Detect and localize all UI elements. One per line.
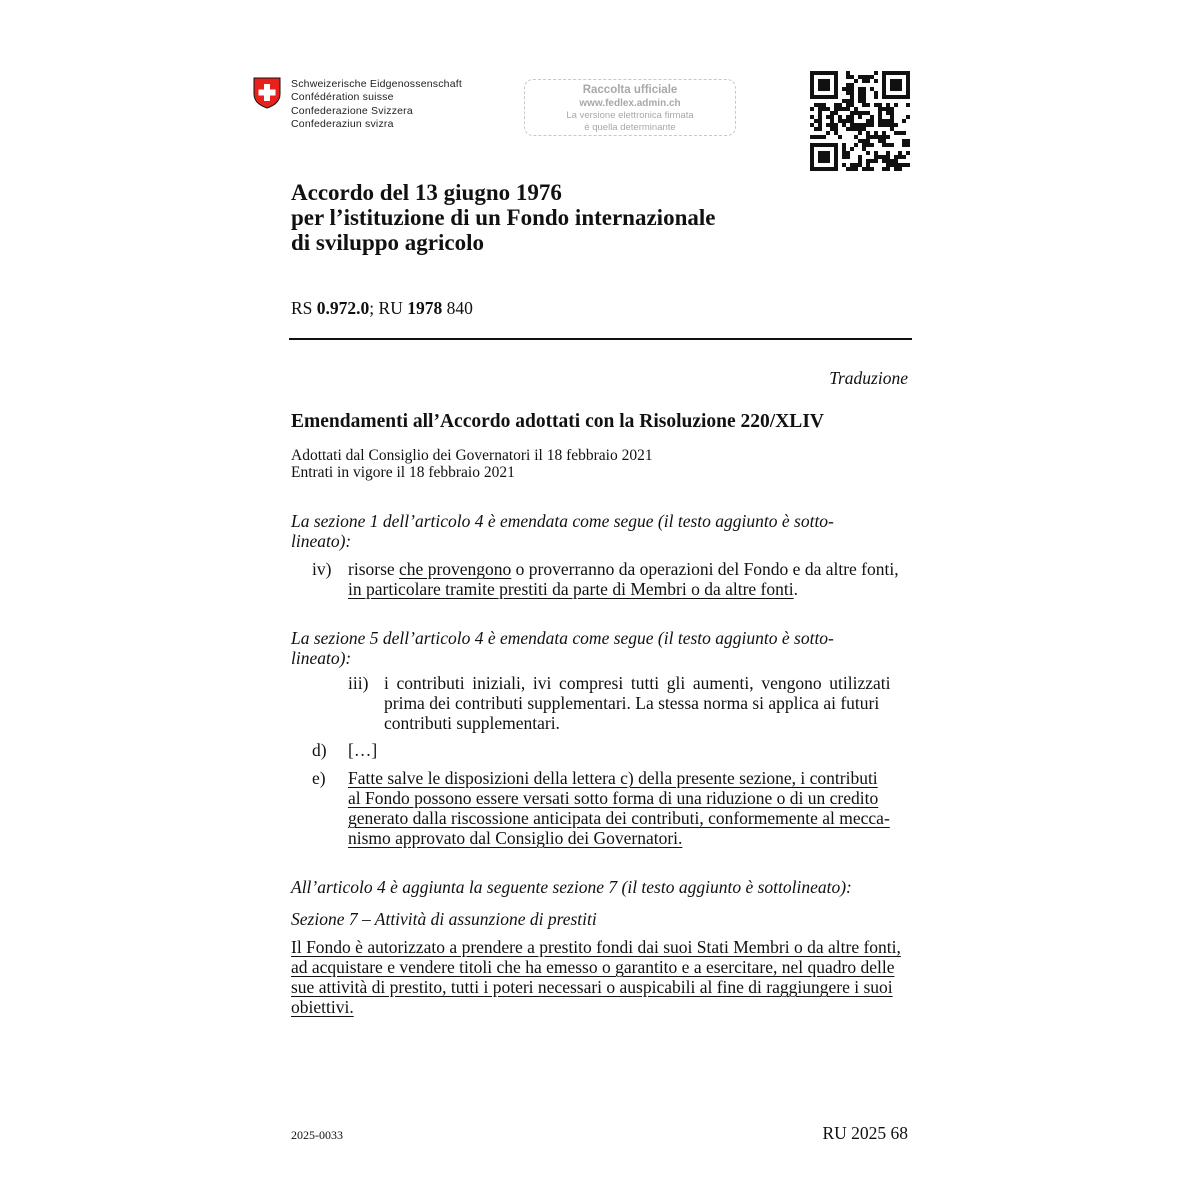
footer-ru-reference: RU 2025 68 bbox=[822, 1123, 908, 1143]
item-iv-part-a: risorse bbox=[348, 559, 400, 579]
rs-number: 0.972.0 bbox=[316, 298, 370, 318]
amendments-heading: Emendamenti all’Accordo adottati con la Risoluzione 220/XLIV bbox=[291, 411, 824, 432]
item-d-text: […] bbox=[348, 740, 378, 760]
section1-intro-line-1: La sezione 1 dell’articolo 4 è emendata come segue (il testo aggiunto è sotto- bbox=[291, 511, 834, 531]
item-iv-text bbox=[348, 559, 909, 599]
section7-line-3: sue attività di prestito, tutti i poteri necessari o auspicabili al fine di raggiungere i suoi bbox=[291, 977, 893, 997]
item-iv-line-1 bbox=[348, 559, 909, 579]
item-e-label: e) bbox=[312, 768, 326, 788]
ru-page: 840 bbox=[442, 298, 473, 318]
section1-intro bbox=[291, 511, 834, 551]
item-iii-label: iii) bbox=[348, 673, 369, 693]
item-iv-part-e: . bbox=[793, 579, 798, 599]
item-iii-line-3: contributi supplementari. bbox=[384, 713, 560, 733]
confederation-line-fr: Confédération suisse bbox=[291, 91, 394, 104]
item-iv-label: iv) bbox=[312, 559, 332, 579]
item-iv-line-2 bbox=[348, 579, 909, 599]
title-line-3: di sviluppo agricolo bbox=[291, 230, 484, 255]
translation-note: Traduzione bbox=[829, 368, 908, 388]
swiss-shield-icon bbox=[253, 77, 281, 109]
section7-body bbox=[291, 937, 901, 1017]
item-e-line-3: generato dalla riscossione anticipata dei contributi, conformemente al mecca- bbox=[348, 808, 890, 828]
item-e-text bbox=[348, 768, 890, 848]
item-e-line-2: al Fondo possono essere versati sotto forma di una riduzione o di un credito bbox=[348, 788, 879, 808]
title-line-1: Accordo del 13 giugno 1976 bbox=[291, 180, 562, 205]
section5-intro-line-2: lineato): bbox=[291, 648, 352, 668]
section7-intro: All’articolo 4 è aggiunta la seguente sezione 7 (il testo aggiunto è sottolineato): bbox=[291, 877, 852, 897]
section7-line-1: Il Fondo è autorizzato a prendere a prestito fondi dai suoi Stati Membri o da altre fonti, bbox=[291, 937, 901, 957]
item-e-line-4: nismo approvato dal Consiglio dei Governatori. bbox=[348, 828, 683, 848]
stamp-note-1: La versione elettronica firmata bbox=[566, 110, 694, 121]
section5-intro-line-1: La sezione 5 dell’articolo 4 è emendata come segue (il testo aggiunto è sotto- bbox=[291, 628, 834, 648]
title-divider bbox=[289, 338, 912, 340]
in-force-date: Entrati in vigore il 18 febbraio 2021 bbox=[291, 464, 515, 481]
confederation-line-it: Confederazione Svizzera bbox=[291, 104, 413, 117]
item-iv-underlined-1: che provengono bbox=[399, 559, 512, 579]
item-d-label: d) bbox=[312, 740, 327, 760]
item-iii-line-1: i contributi iniziali, ivi compresi tutti gli aumenti, vengono utilizzati bbox=[384, 673, 891, 693]
item-iv-part-c: o proverranno da operazioni del Fondo e da altre fonti, bbox=[511, 559, 899, 579]
footer-code: 2025-0033 bbox=[291, 1128, 343, 1142]
item-iv-underlined-2: in particolare tramite prestiti da parte di Membri o da altre fonti bbox=[348, 579, 794, 599]
confederation-line-rm: Confederaziun svizra bbox=[291, 117, 394, 130]
ru-prefix: ; RU bbox=[369, 298, 408, 318]
section7-subheading: Sezione 7 – Attività di assunzione di prestiti bbox=[291, 909, 597, 929]
confederation-names bbox=[291, 78, 462, 131]
item-iii-line-2: prima dei contributi supplementari. La stessa norma si applica ai futuri bbox=[384, 693, 880, 713]
adopted-date: Adottati dal Consiglio dei Governatori il 18 febbraio 2021 bbox=[291, 447, 653, 464]
section5-intro bbox=[291, 628, 834, 668]
ru-year: 1978 bbox=[407, 298, 443, 318]
adoption-info bbox=[291, 447, 653, 481]
stamp-url: www.fedlex.admin.ch bbox=[579, 98, 681, 109]
section1-intro-line-2: lineato): bbox=[291, 531, 352, 551]
rs-prefix: RS bbox=[291, 298, 317, 318]
confederation-line-de: Schweizerische Eidgenossenschaft bbox=[291, 78, 462, 90]
official-collection-stamp bbox=[524, 79, 736, 136]
rs-reference bbox=[291, 298, 473, 319]
document-title bbox=[291, 180, 715, 255]
qr-code-icon bbox=[810, 71, 910, 171]
stamp-note-2: è quella determinante bbox=[584, 122, 676, 133]
section7-line-2: ad acquistare e vendere titoli che ha emesso o garantito e a esercitare, nel quadro delle bbox=[291, 957, 895, 977]
section7-line-4: obiettivi. bbox=[291, 997, 354, 1017]
item-iii-text bbox=[384, 673, 909, 733]
stamp-title: Raccolta ufficiale bbox=[582, 84, 678, 96]
title-line-2: per l’istituzione di un Fondo internazionale bbox=[291, 205, 716, 230]
item-e-line-1: Fatte salve le disposizioni della lettera c) della presente sezione, i contributi bbox=[348, 768, 878, 788]
